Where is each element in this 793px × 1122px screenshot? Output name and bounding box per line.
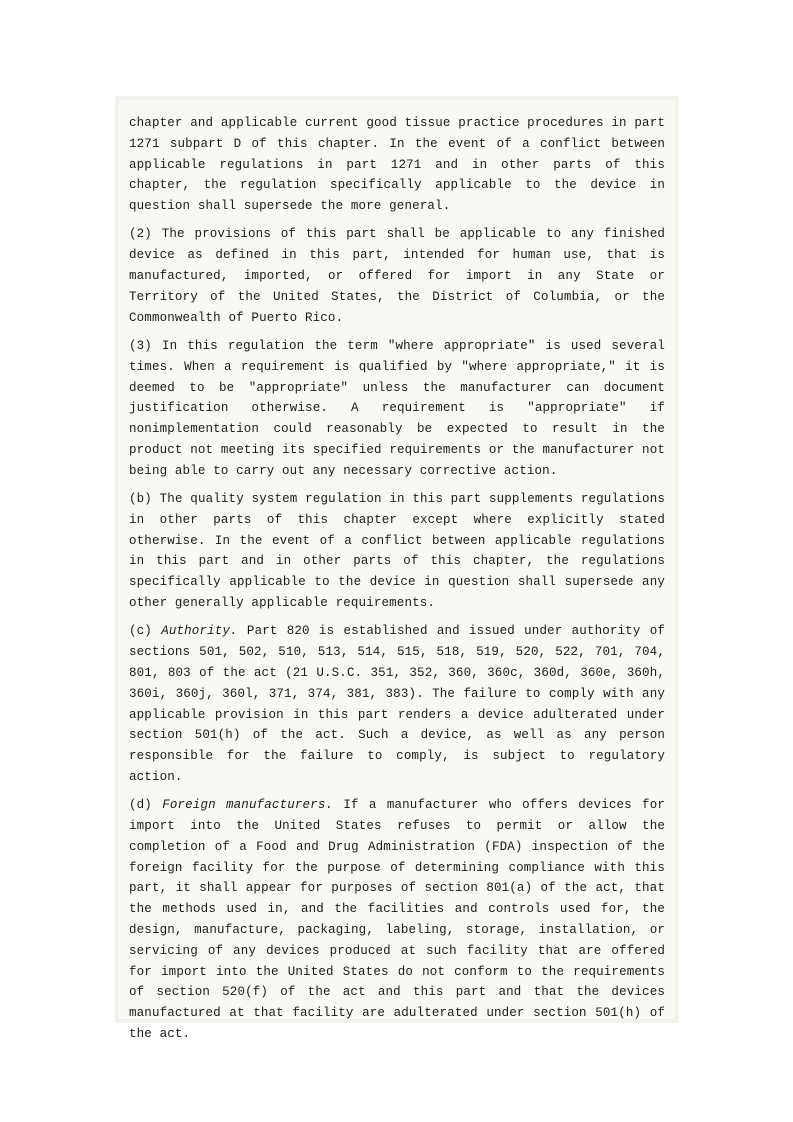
paragraph-lead: (d) <box>129 798 163 813</box>
paragraph-text: (3) In this regulation the term "where appropriate" is used several times. When a requirement is qualified by "where appropriate," it is deemed to be "appropriate" unless the manufacturer can document justification otherwise. A requirement is "appropriate" if nonimplementation could reasonably be expected to result in the product not meeting its specified requirements or the manufacturer not being able to carry out any necessary corrective action. <box>129 338 665 478</box>
paragraph-a2 <box>129 224 665 328</box>
document-panel <box>115 96 679 1041</box>
paragraph-a3 <box>129 336 665 482</box>
paragraph-d-foreign-manufacturers <box>129 795 665 1045</box>
paragraph-text: (2) The provisions of this part shall be applicable to any finished device as defined in this part, intended for human use, that is manufactured, imported, or offered for import in any State or Territory of the United States, the District of Columbia, or the Commonwealth of Puerto Rico. <box>129 227 665 325</box>
paragraph-continuation <box>129 113 665 217</box>
paragraph-text: chapter and applicable current good tissue practice procedures in part 1271 subpart D of this chapter. In the event of a conflict between applicable regulations in part 1271 and in other parts of this chapter, the regulation specifically applicable to the device in question shall supersede the more general. <box>129 116 665 214</box>
paragraph-text: (b) The quality system regulation in this part supplements regulations in other parts of this chapter except where explicitly stated otherwise. In the event of a conflict between applicable regulations in this part and in other parts of this chapter, the regulations specifically applicable to the device in question shall supersede any other generally applicable requirements. <box>129 492 665 611</box>
paragraph-b <box>129 489 665 614</box>
paragraph-text: If a manufacturer who offers devices for import into the United States refuses to permit or allow the completion of a Food and Drug Administration (FDA) inspection of the foreign facility for the purpose of determining compliance with this part, it shall appear for purposes of section 801(a) of the act, that the methods used in, and the facilities and controls used for, the design, manufacture, packaging, labeling, storage, installation, or servicing of any devices produced at such facility that are offered for import into the United States do not conform to the requirements of section 520(f) of the act and this part and that the devices manufactured at that facility are adulterated under section 501(h) of the act. <box>129 798 666 1041</box>
paragraph-heading: Authority. <box>161 624 238 639</box>
paragraph-lead: (c) <box>129 624 162 639</box>
paragraph-text: Part 820 is established and issued under authority of sections 501, 502, 510, 513, 514, 515, 518, 519, 520, 522, 701, 704, 801, 803 of the act (21 U.S.C. 351, 352, 360, 360c, 360d, 360e, 360h, 360i, 360j, 360l, 371, 374, 381, 383). The failure to comply with any applicable provision in this part renders a device adulterated under section 501(h) of the act. Such a device, as well as any person responsible for the failure to comply, is subject to regulatory action. <box>129 624 666 784</box>
paragraph-heading: Foreign manufacturers. <box>162 798 334 813</box>
paragraph-c-authority <box>129 621 665 787</box>
